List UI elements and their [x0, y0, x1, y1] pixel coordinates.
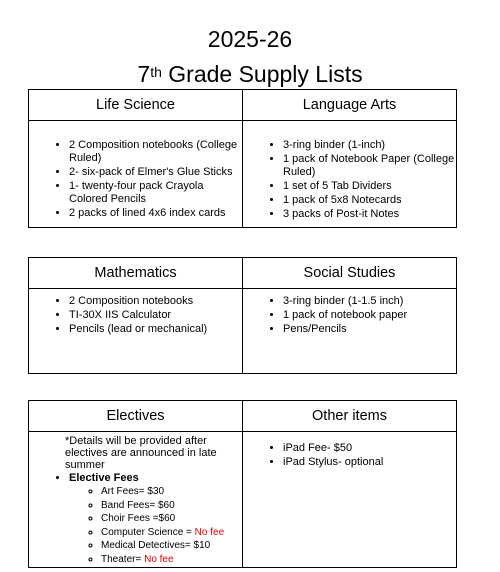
heading-life-science: Life Science [29, 90, 243, 121]
list-item: • 2 packs of lined 4x6 index cards [69, 207, 242, 220]
list-item [69, 472, 242, 566]
elective-fees-label: Elective Fees [69, 472, 139, 484]
supply-table-3 [28, 400, 457, 568]
list-item: • 3-ring binder (1-1.5 inch) [283, 295, 456, 308]
list-cell-other-items [243, 432, 457, 568]
list-item: • 3 packs of Post-it Notes [283, 208, 456, 221]
heading-mathematics: Mathematics [29, 258, 243, 289]
supply-table-2 [28, 257, 457, 374]
fee-item: ◦ Computer Science = No fee [101, 527, 242, 540]
list-item: • 2- six-pack of Elmer's Glue Sticks [69, 166, 242, 179]
page-title-year: 2025-26 [207, 26, 293, 52]
list-item: • 1 pack of Notebook Paper (College Ruled) [283, 153, 456, 179]
list-item: • iPad Stylus- optional [283, 456, 456, 469]
elective-fees-list [69, 486, 242, 566]
list-item: • 1- twenty-four pack Crayola Colored Pencils [69, 180, 242, 206]
list-cell-life-science [29, 121, 243, 228]
list-cell-language-arts [243, 121, 457, 228]
list-item: • 2 Composition notebooks [69, 295, 242, 308]
fee-item: ◦ Art Fees= $30 [101, 486, 242, 499]
list-item: • 1 pack of 5x8 Notecards [283, 194, 456, 207]
list-item: • Pencils (lead or mechanical) [69, 323, 242, 336]
list-item: • TI-30X IIS Calculator [69, 309, 242, 322]
list-item: • 1 set of 5 Tab Dividers [283, 180, 456, 193]
fee-item: ◦ Band Fees= $60 [101, 500, 242, 513]
list-cell-social-studies [243, 289, 457, 374]
page-title-grade: 7th Grade Supply Lists [137, 61, 363, 87]
fee-item: ◦ Choir Fees =$60 [101, 513, 242, 526]
heading-language-arts: Language Arts [243, 90, 457, 121]
list-cell-electives [29, 432, 243, 568]
fee-item: ◦ Medical Detectives= $10 [101, 540, 242, 553]
list-item: • 3-ring binder (1-inch) [283, 139, 456, 152]
list-item: • iPad Fee- $50 [283, 442, 456, 455]
fee-item: ◦ Theater= No fee [101, 554, 242, 567]
list-item: • 2 Composition notebooks (College Ruled) [69, 139, 242, 165]
supply-table-1 [28, 89, 457, 228]
list-cell-mathematics [29, 289, 243, 374]
electives-note: *Details will be provided after electives are announced in late summer [65, 435, 217, 471]
list-item: • Pens/Pencils [283, 323, 456, 336]
heading-other-items: Other items [243, 401, 457, 432]
heading-social-studies: Social Studies [243, 258, 457, 289]
heading-electives: Electives [29, 401, 243, 432]
list-item: • 1 pack of notebook paper [283, 309, 456, 322]
